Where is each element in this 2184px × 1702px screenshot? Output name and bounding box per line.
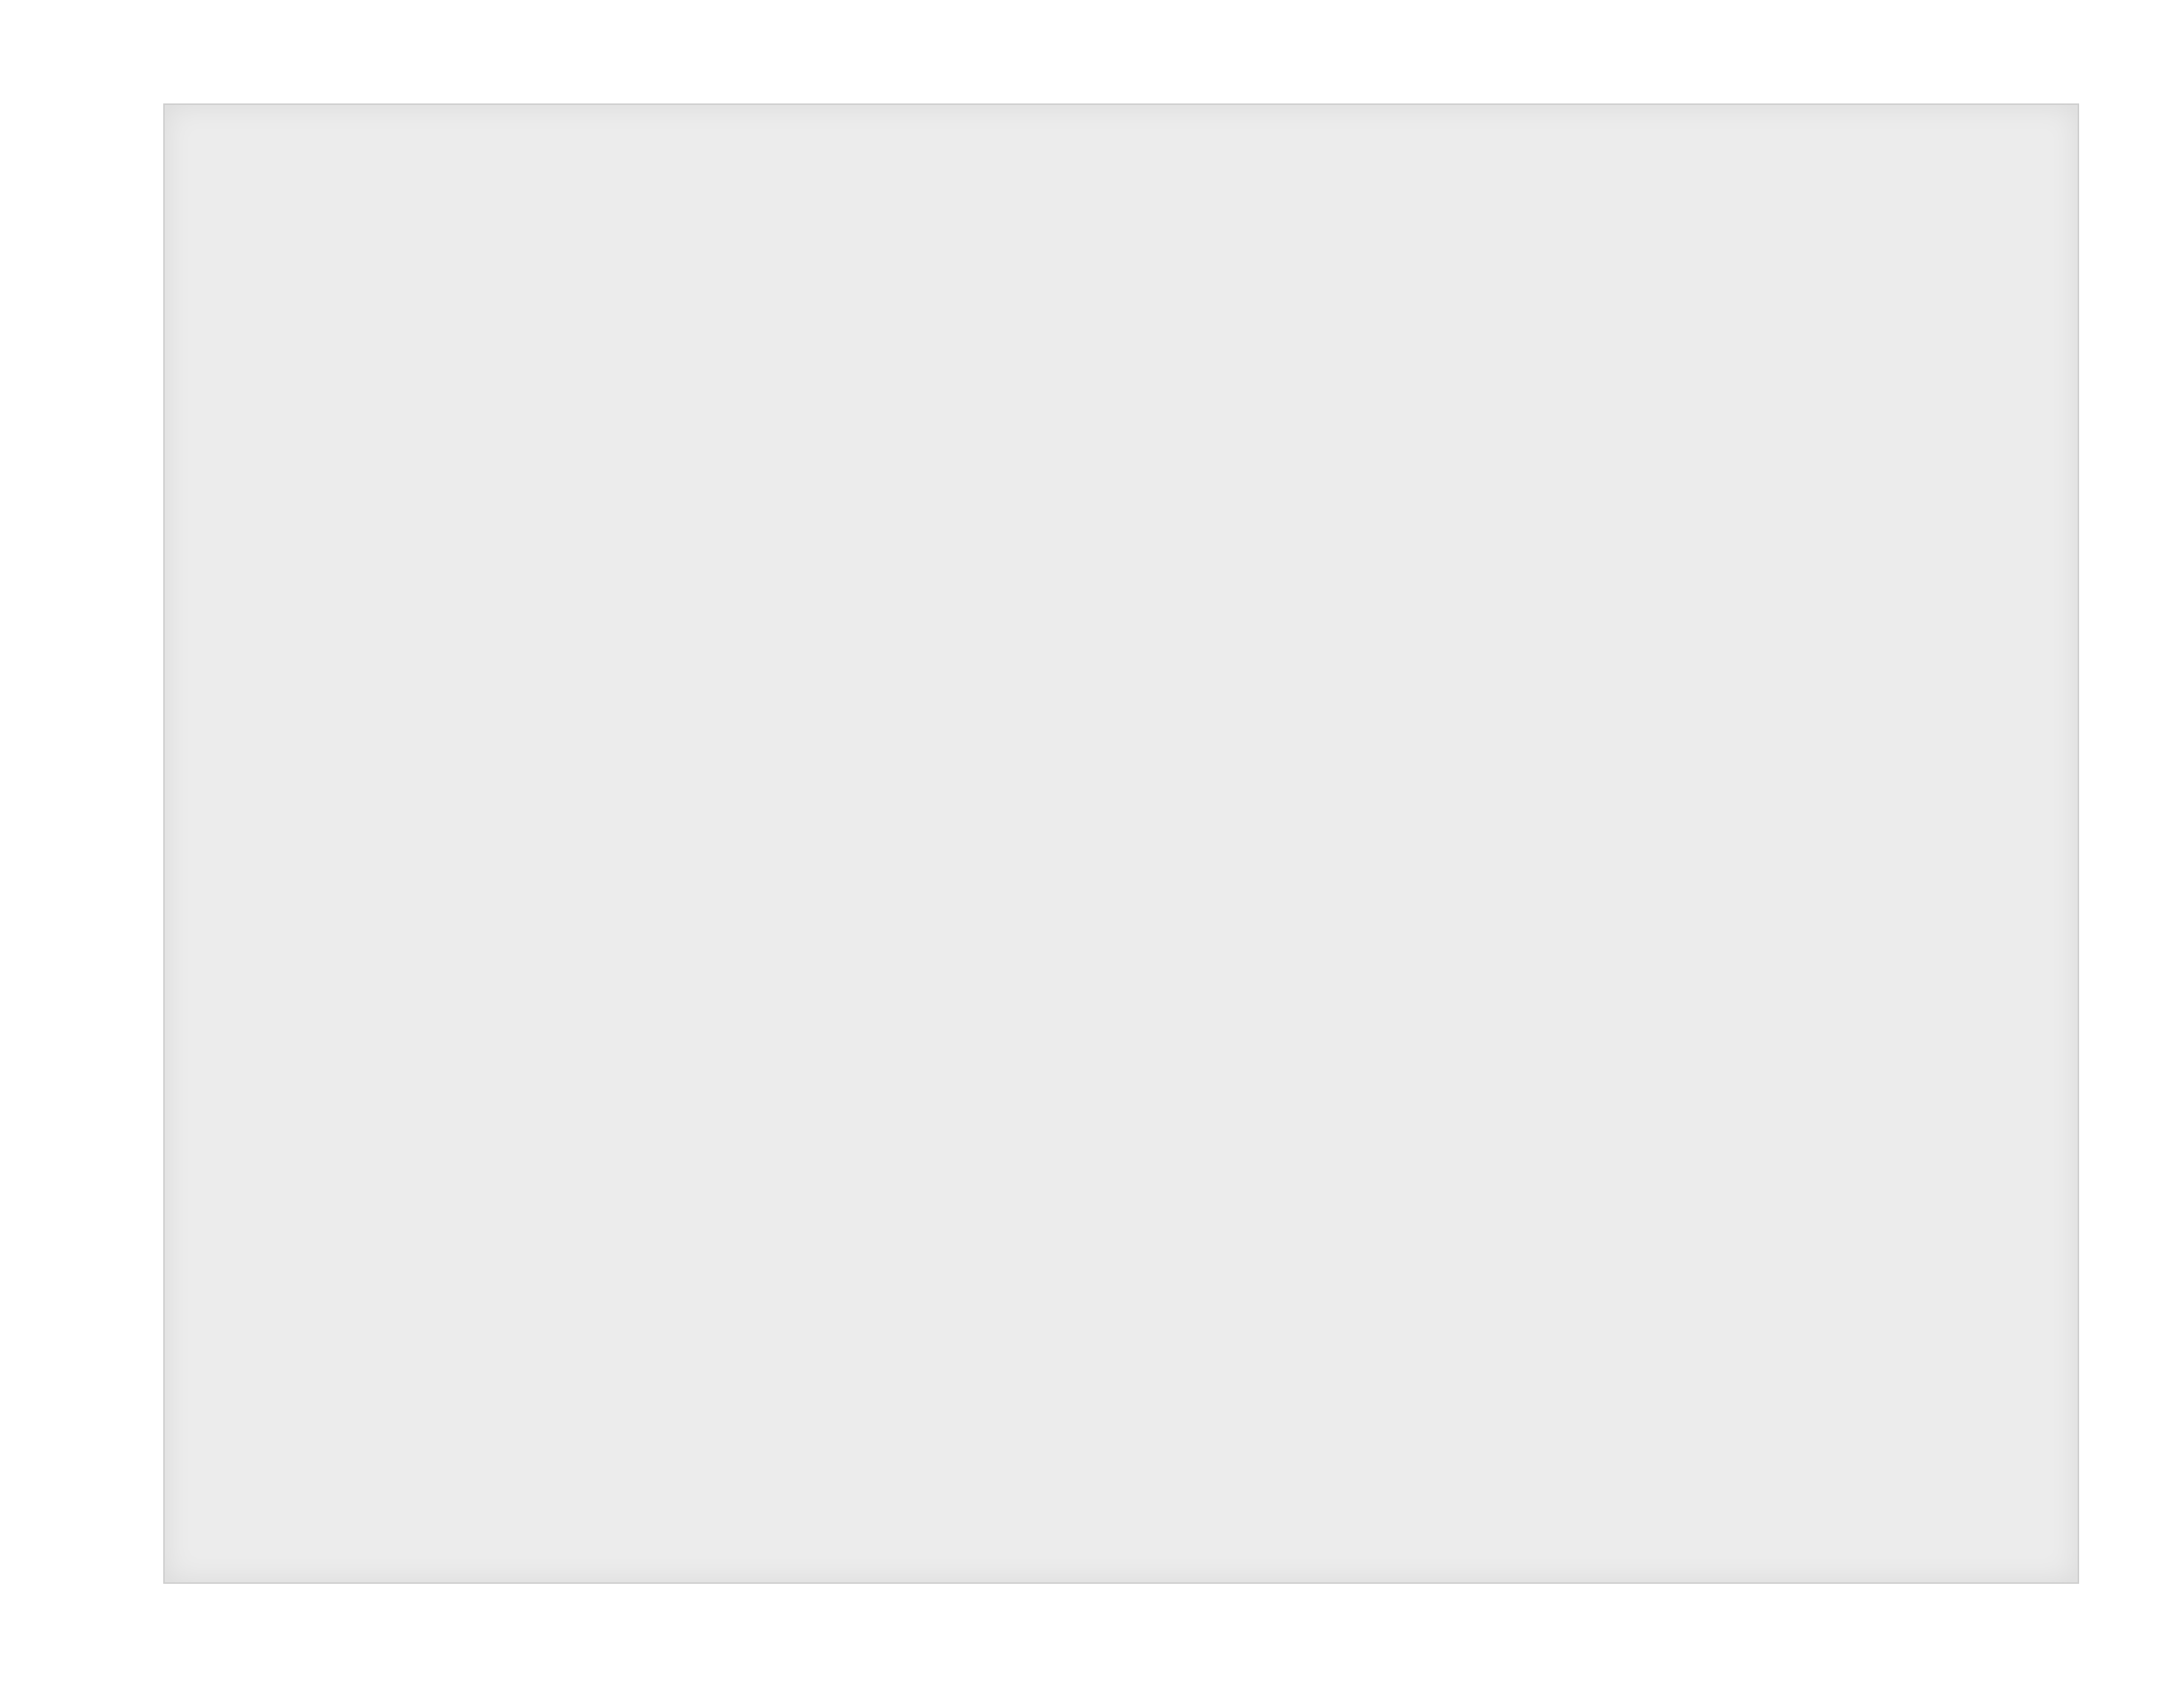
census-sheet [163,103,2079,1584]
